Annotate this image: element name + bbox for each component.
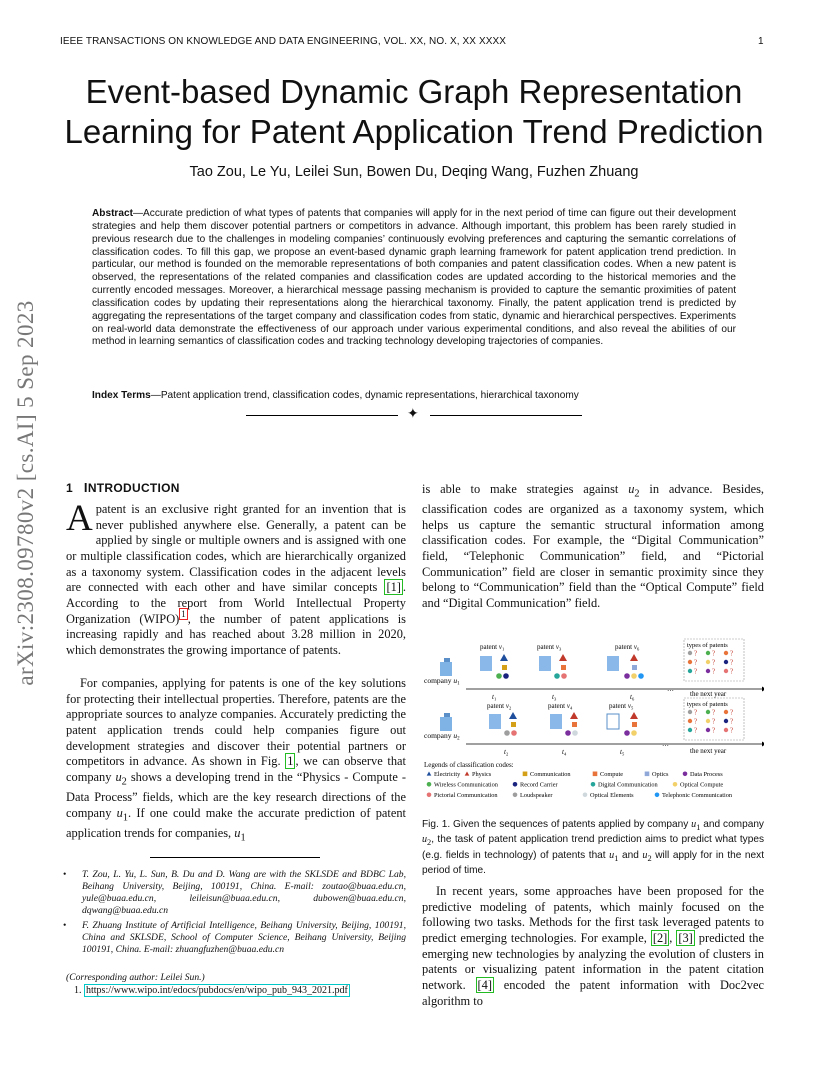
patent-label: patent $v_2$: [487, 702, 512, 711]
footnote-ref-link[interactable]: 1: [181, 609, 186, 620]
intro-p1-text-b: . According to the report from World Intellectual Property Organization (WIPO): [66, 580, 406, 626]
type-dot-icon: [706, 728, 710, 732]
legend-label: Physics: [472, 771, 492, 778]
data-process-legend-icon: [683, 772, 688, 777]
corresponding-author-note: (Corresponding author: Leilei Sun.): [66, 972, 205, 983]
optical-compute-legend-icon: [673, 782, 678, 787]
legend-label: Optical Elements: [590, 792, 634, 799]
triangle-icon: [630, 654, 638, 661]
unknown-type-mark: ?: [712, 726, 716, 735]
unknown-type-mark: ?: [694, 658, 698, 667]
intro-p1-text-a: patent is an exclusive right granted for an invention that is never published anywhere else. Generally, a patent can be applied by single or multiple owners and is assigned with one or multiple classification codes, which are hierarchically organized as a taxonomy system. Classification codes in the adjacent levels are connected with each other and have similar concepts: [66, 502, 406, 595]
company-label: company $u_2$: [424, 731, 460, 742]
loudspeaker-legend-icon: [513, 793, 518, 798]
intro-p1-text-c: , the number of patent applications is increasing rapidly and has reached about 3.28 million in 2020, which demonstrates the growing importance of patents.: [66, 611, 407, 657]
legend: [427, 771, 733, 799]
citation-link[interactable]: [2]: [652, 930, 668, 945]
document-icon: [550, 714, 562, 729]
arxiv-watermark: arXiv:2308.09780v2 [cs.AI] 5 Sep 2023: [13, 300, 38, 686]
unknown-type-mark: ?: [730, 726, 734, 735]
dropcap: A: [66, 498, 93, 539]
physics-legend-icon: [465, 772, 470, 776]
caption-text-d: and: [618, 849, 643, 861]
circle-icon: [572, 730, 578, 736]
time-label: $t_5$: [620, 748, 625, 757]
abstract-label: Abstract: [92, 208, 133, 219]
intro-p2-text-c: shows a developing trend in the “Physics - Compute - Data Process” fields, which are the key research directions of the company: [66, 769, 406, 820]
square-icon: [572, 722, 577, 727]
divider-line-left: [246, 415, 398, 416]
optics-legend-icon: [645, 772, 650, 777]
caption-text-b: and company: [700, 819, 764, 830]
divider-diamond-icon: ✦: [407, 407, 419, 422]
next-year-label: the next year: [690, 690, 727, 698]
document-icon: [607, 656, 619, 671]
unknown-type-mark: ?: [694, 649, 698, 658]
math-var: u: [116, 805, 123, 820]
legend-label: Pictorial Communication: [434, 792, 498, 799]
square-icon: [511, 722, 516, 727]
unknown-type-mark: ?: [712, 717, 716, 726]
right-p1-text-b: in advance. Besides, classification codes are organized as a taxonomy system, which helps us capture the semantic structural information among classification codes. For example, the “Digital Communication” field, “Telephonic Communication” field, and “Pictorial Communication” field are closer in semantic proximity since they belong to “Communication” field than the “Optical Compute” field and “Digital Communication” field.: [422, 482, 764, 611]
type-dot-icon: [688, 651, 692, 655]
intro-p2-text-d: . If one could make the accurate prediction of patent application trends for companies,: [66, 805, 406, 840]
type-dot-icon: [724, 728, 728, 732]
wireless-communication-legend-icon: [427, 782, 432, 787]
math-var: u: [422, 834, 428, 846]
intro-paragraph-2: [66, 676, 406, 846]
time-label: $t_1$: [492, 693, 497, 702]
math-sub: 2: [427, 838, 432, 848]
time-label: $t_6$: [630, 693, 635, 702]
circle-icon: [631, 673, 637, 679]
ellipsis: ···: [667, 687, 674, 695]
digital-communication-legend-icon: [591, 782, 596, 787]
section-heading: [66, 480, 180, 495]
building-roof: [444, 658, 450, 662]
optical-elements-legend-icon: [583, 793, 588, 798]
timeline-arrow-icon: [762, 687, 764, 692]
section-title-rest: NTRODUCTION: [87, 481, 180, 495]
affiliation-note-2: [63, 920, 406, 956]
legend-label: Compute: [600, 771, 624, 778]
patent-event: [607, 702, 638, 757]
math-var: u: [234, 825, 241, 840]
citation-link[interactable]: [4]: [477, 977, 492, 992]
building-icon: [440, 662, 452, 676]
type-dot-icon: [724, 710, 728, 714]
unknown-type-mark: ?: [730, 649, 734, 658]
affiliation-note-1: [63, 869, 406, 917]
footnote-1: [66, 985, 408, 998]
section-title-initial: I: [83, 480, 88, 495]
abstract: [92, 208, 736, 349]
types-box-label: types of patents: [687, 642, 728, 649]
unknown-type-mark: ?: [694, 726, 698, 735]
running-header: IEEE TRANSACTIONS ON KNOWLEDGE AND DATA ENGINEERING, VOL. XX, NO. X, XX XXXX: [60, 36, 507, 47]
right-p2-sep: ,: [669, 930, 677, 945]
patent-label: patent $v_3$: [537, 643, 562, 652]
right-paragraph-1: [422, 482, 764, 612]
bullet-icon: •: [63, 920, 67, 931]
index-terms-label: Index Terms: [92, 390, 151, 401]
index-terms: [92, 390, 736, 403]
patent-label: patent $v_1$: [480, 643, 505, 652]
unknown-type-mark: ?: [712, 667, 716, 676]
right-p1-text-a: is able to make strategies against: [422, 482, 629, 496]
legend-label: Record Carrier: [520, 781, 558, 789]
type-dot-icon: [688, 710, 692, 714]
circle-icon: [631, 730, 637, 736]
patent-label: patent $v_5$: [609, 702, 634, 711]
next-year-label: the next year: [690, 747, 727, 755]
caption-text-a: Fig. 1. Given the sequences of patents applied by company: [422, 819, 692, 830]
telephonic-communication-legend-icon: [655, 793, 660, 798]
unknown-type-mark: ?: [712, 658, 716, 667]
figure-ref-link[interactable]: 1: [287, 754, 294, 769]
right-p2-text-c: encoded the patent information with Doc2vec algorithm to: [422, 977, 764, 1008]
right-paragraph-2: [422, 884, 764, 1009]
math-var: u: [642, 849, 648, 861]
pictorial-communication-legend-icon: [427, 793, 432, 798]
square-icon: [632, 665, 637, 670]
math-var: u: [115, 769, 122, 784]
circle-icon: [496, 673, 502, 679]
compute-legend-icon: [593, 772, 598, 777]
time-label: $t_2$: [504, 748, 509, 757]
unknown-type-mark: ?: [730, 717, 734, 726]
intro-paragraph-1: [66, 498, 407, 659]
type-dot-icon: [688, 719, 692, 723]
document-icon: [480, 656, 492, 671]
type-dot-icon: [688, 728, 692, 732]
types-box-label: types of patents: [687, 701, 728, 708]
triangle-icon: [559, 654, 567, 661]
type-dot-icon: [706, 660, 710, 664]
document-icon: [489, 714, 501, 729]
circle-icon: [624, 730, 630, 736]
patent-label: patent $v_4$: [548, 702, 573, 711]
unknown-type-mark: ?: [730, 667, 734, 676]
index-terms-text: —Patent application trend, classification codes, dynamic representations, hierarchical taxonomy: [150, 390, 579, 401]
math-sub: 2: [647, 853, 652, 863]
abstract-text: —Accurate prediction of what types of patents that companies will apply for in the next period of time can figure out their development strategies and help them discover potential partners or competitors in advance. Although important, this problem has been rarely studied in previous research due to the challenges in modeling companies’ continuously evolving preferences and capturing the semantic correlations of classification codes. To fill this gap, we propose an event-based dynamic graph learning framework for patent application trend prediction. In particular, our method is founded on the memorable representations of both companies and patent classification codes. When a new patent is observed, the representations of the related companies and classification codes are updated according to the historical memories and the currently encoded messages. Moreover, a hierarchical message passing mechanism is provided to capture the semantic proximities of patent classification codes by updating their representations along the hierarchical taxonomy. Finally, the patent application trend is predicted by aggregating the representations of the target company and classification codes from static, dynamic and hierarchical perspectives. Experiments on real-world data demonstrate the effectiveness of our approach under various experimental conditions, and also reveal the abilities of our method in learning semantics of classification codes and tracking technology developing trajectories of companies.: [92, 208, 736, 348]
document-icon: [539, 656, 551, 671]
patent-label: patent $v_6$: [615, 643, 640, 652]
math-sub: 1: [696, 823, 701, 833]
legend-label: Wireless Communication: [434, 781, 498, 789]
legend-label: Optics: [652, 771, 669, 778]
legend-label: Electricity: [434, 771, 461, 778]
communication-legend-icon: [523, 772, 528, 777]
legend-title: Legends of classification codes:: [424, 761, 514, 769]
author-list: Tao Zou, Le Yu, Leilei Sun, Bowen Du, Deqing Wang, Fuzhen Zhuang: [189, 164, 639, 180]
circle-icon: [504, 730, 510, 736]
type-dot-icon: [724, 660, 728, 664]
intro-p2-text-b: , we can observe that company: [66, 754, 406, 784]
unknown-type-mark: ?: [694, 667, 698, 676]
type-dot-icon: [706, 719, 710, 723]
legend-label: Data Process: [690, 771, 723, 778]
type-dot-icon: [724, 651, 728, 655]
patent-event: [487, 702, 517, 757]
unknown-type-mark: ?: [694, 717, 698, 726]
intro-p2-text-a: For companies, applying for patents is one of the key solutions for protecting their intellectual properties. Therefore, patents are the appropriate sources to analyze companies. Accurately predicting the patent application trends could help companies figure out development strategies and discover their potential partners or competitors in advance. As shown in Fig.: [66, 676, 406, 769]
electricity-legend-icon: [427, 772, 432, 776]
square-icon: [561, 665, 566, 670]
triangle-icon: [509, 712, 517, 719]
triangle-icon: [570, 712, 578, 719]
triangle-icon: [630, 712, 638, 719]
legend-label: Digital Communication: [598, 781, 658, 789]
type-dot-icon: [706, 710, 710, 714]
time-label: $t_4$: [562, 748, 567, 757]
footnote-rule: [150, 857, 320, 858]
ellipsis: ···: [662, 742, 669, 750]
triangle-icon: [500, 654, 508, 661]
record-carrier-legend-icon: [513, 782, 518, 787]
circle-icon: [565, 730, 571, 736]
unknown-type-mark: ?: [730, 658, 734, 667]
section-number: 1: [66, 481, 73, 495]
circle-icon: [561, 673, 567, 679]
patent-event: [537, 643, 567, 702]
math-var: u: [691, 819, 697, 830]
time-label: $t_3$: [552, 693, 557, 702]
legend-label: Telephonic Communication: [662, 792, 733, 799]
circle-icon: [624, 673, 630, 679]
building-icon: [440, 717, 452, 731]
company-label: company $u_1$: [424, 676, 460, 687]
type-dot-icon: [724, 719, 728, 723]
citation-link[interactable]: [3]: [678, 930, 693, 945]
patent-event: [548, 702, 578, 757]
bullet-icon: •: [63, 869, 67, 880]
type-dot-icon: [688, 660, 692, 664]
page-number: 1: [758, 36, 764, 47]
math-sub: 1: [122, 812, 129, 824]
timeline-arrow-icon: [762, 742, 764, 747]
math-sub: 1: [614, 853, 619, 863]
type-dot-icon: [706, 669, 710, 673]
patent-event: [480, 643, 509, 702]
paper-title: Event-based Dynamic Graph Representation Learning for Patent Application Trend Prediction: [64, 73, 764, 150]
unknown-type-mark: ?: [694, 708, 698, 717]
citation-link[interactable]: [1]: [386, 580, 401, 595]
type-dot-icon: [724, 669, 728, 673]
unknown-type-mark: ?: [730, 708, 734, 717]
right-p2-text-b: predicted the emerging new technologies by analyzing the evolution of clusters in patents or visualizing patent information in the patent citation network.: [422, 930, 764, 992]
building-roof: [444, 713, 450, 717]
document-icon: [607, 714, 619, 729]
circle-icon: [511, 730, 517, 736]
unknown-type-mark: ?: [712, 708, 716, 717]
type-dot-icon: [688, 669, 692, 673]
affiliation-text-2: F. Zhuang Institute of Artificial Intelligence, Beihang University, Beijing, 100191, China and SKLSDE, School of Computer Science, Beihang University, Beijing 100191, China. E-mail: zhuangfuzhen@buaa.edu.cn: [82, 920, 406, 955]
square-icon: [502, 665, 507, 670]
unknown-type-mark: ?: [712, 649, 716, 658]
footnote-number: 1.: [74, 985, 84, 996]
legend-label: Communication: [530, 771, 571, 778]
figure-caption: [422, 819, 764, 878]
circle-icon: [503, 673, 509, 679]
square-icon: [632, 722, 637, 727]
affiliation-text-1: T. Zou, L. Yu, L. Sun, B. Du and D. Wang are with the SKLSDE and BDBC Lab, Beihang University, Beijing, 100191, China. E-mail: zoutao@buaa.edu.cn, yule@buaa.edu.cn, leileisun@buaa.edu.cn, dubowen@buaa.edu.cn, dqwang@buaa.edu.cn: [82, 869, 406, 916]
caption-text-e: will apply for in the next period of time.: [422, 849, 764, 877]
caption-text-c: , the task of patent application trend prediction aims to predict what types (e.g. fields in technology) of patents that: [422, 834, 764, 861]
figure-1: [422, 636, 764, 806]
math-sub: 2: [634, 488, 640, 500]
type-dot-icon: [706, 651, 710, 655]
circle-icon: [638, 673, 644, 679]
math-sub: 2: [121, 776, 127, 788]
divider-line-right: [430, 415, 582, 416]
math-var: u: [628, 482, 635, 496]
legend-label: Optical Compute: [680, 781, 724, 789]
footnote-url-link[interactable]: https://www.wipo.int/edocs/pubdocs/en/wipo_pub_943_2021.pdf: [86, 985, 348, 996]
patent-event: [607, 643, 644, 702]
circle-icon: [554, 673, 560, 679]
math-sub: 1: [240, 832, 246, 844]
right-p2-text-a: In recent years, some approaches have been proposed for the predictive modeling of patents, which mainly focused on the following two tasks. Methods for the first task leveraged patents to predict emerging technologies. For example,: [422, 884, 764, 945]
math-var: u: [609, 849, 615, 861]
legend-label: Loudspeaker: [520, 792, 553, 799]
